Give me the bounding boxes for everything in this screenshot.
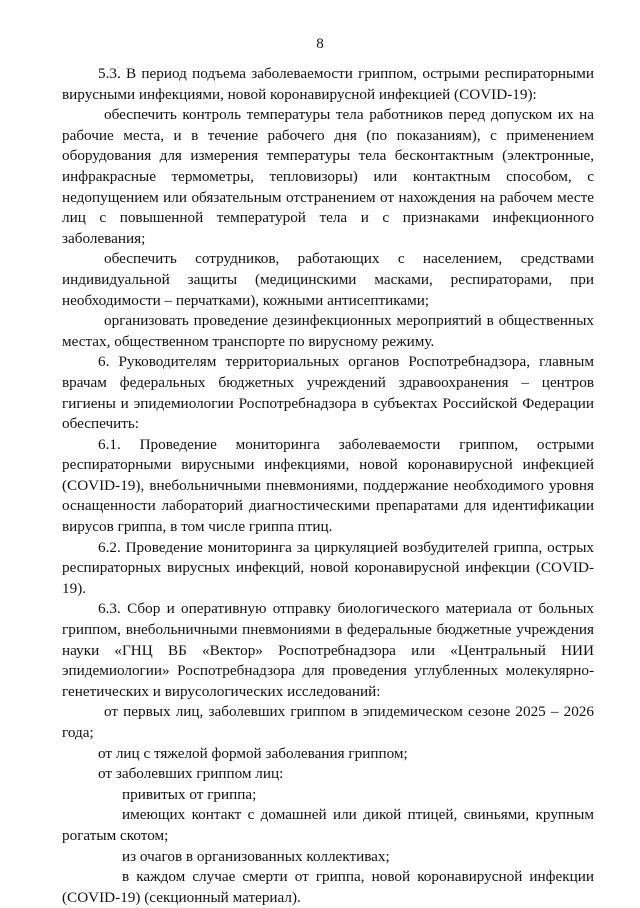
paragraph: организовать проведение дезинфекционных мероприятий в общественных местах, общественном транспорте по вирусному режиму.: [62, 312, 594, 350]
paragraph: обеспечить сотрудников, работающих с населением, средствами индивидуальной защиты (медицинскими масками, респираторами, при необходимости – перчатками), кожными антисептиками;: [62, 250, 594, 309]
paragraph: привитых от гриппа;: [122, 785, 257, 803]
paragraph: в каждом случае смерти от гриппа, новой коронавирусной инфекции (COVID-19) (секционный материал).: [62, 868, 594, 906]
paragraph: 6.2. Проведение мониторинга за циркуляцией возбудителей гриппа, острых респираторных вирусных инфекций, новой коронавирусной инфекции (COVID-19).: [62, 538, 594, 597]
paragraph: от первых лиц, заболевших гриппом в эпидемическом сезоне 2025 – 2026 года;: [62, 703, 594, 741]
paragraph: имеющих контакт с домашней или дикой птицей, свиньями, крупным рогатым скотом;: [62, 806, 594, 844]
paragraph: 6. Руководителям территориальных органов Роспотребнадзора, главным врачам федеральных бюджетных учреждений здравоохранения – центров гигиены и эпидемиологии Роспотребнадзора в субъектах Российской Федерации обеспечить:: [62, 353, 594, 433]
paragraph: 5.3. В период подъема заболеваемости гриппом, острыми респираторными вирусными инфекциями, новой коронавирусной инфекцией (COVID-19):: [62, 65, 594, 103]
paragraph: из очагов в организованных коллективах;: [122, 847, 390, 865]
page-number: 8: [316, 36, 324, 52]
paragraph: 6.3. Сбор и оперативную отправку биологического материала от больных гриппом, внебольничными пневмониями в федеральные бюджетные учреждения науки «ГНЦ ВБ «Вектор» Роспотребнадзора или «Центральный НИИ эпидемиологии» Роспотребнадзора для проведения углубленных молекулярно-генетических и вирусологических исследований:: [62, 600, 594, 700]
paragraph: 6.1. Проведение мониторинга заболеваемости гриппом, острыми респираторными вирусными инфекциями, новой коронавирусной инфекцией (COVID-19), внебольничными пневмониями, поддержание необходимого уровня оснащенности лабораторий диагностическими препаратами для идентификации вирусов гриппа, в том числе гриппа птиц.: [62, 435, 594, 536]
paragraph: от лиц с тяжелой формой заболевания гриппом;: [98, 744, 408, 762]
paragraph: от заболевших гриппом лиц:: [98, 765, 284, 783]
document-body: [62, 64, 594, 908]
paragraph: обеспечить контроль температуры тела работников перед допуском их на рабочие места, и в течение рабочего дня (по показаниям), с применением оборудования для измерения температуры тела бесконтактным (электронные, инфракрасные термометры, тепловизоры) или контактным способом, с недопущением или обязательным отстранением от нахождения на рабочем месте лиц с повышенной температурой тела и с признаками инфекционного заболевания;: [62, 106, 594, 247]
